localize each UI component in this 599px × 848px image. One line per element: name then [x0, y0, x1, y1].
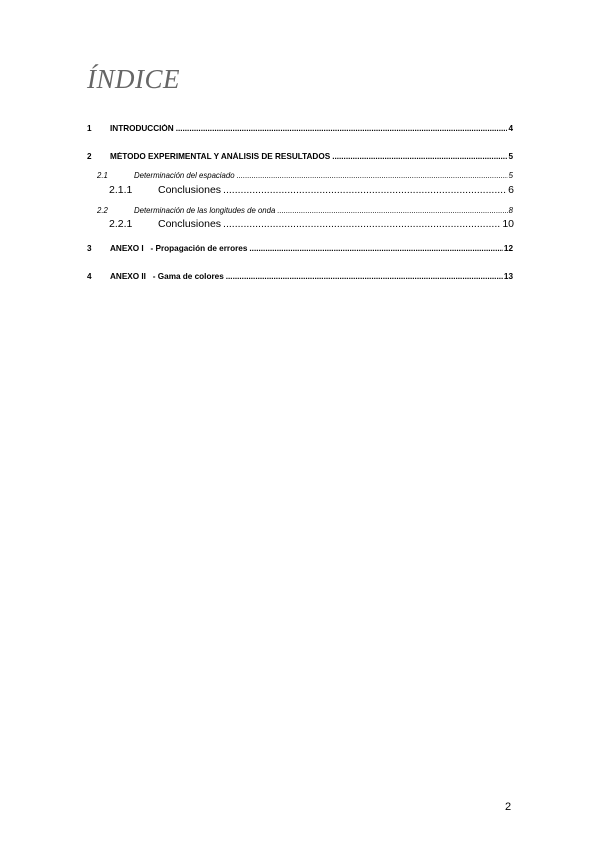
toc-dot-leader: [332, 152, 507, 161]
toc-entry-label: INTRODUCCIÓN: [110, 124, 174, 133]
toc-entry-label: Determinación del espaciado: [134, 171, 235, 180]
toc-entry-introduccion[interactable]: [87, 124, 513, 136]
toc-entry-label: Conclusiones: [158, 218, 222, 230]
toc-entry-page: 10: [502, 218, 514, 230]
toc-entry-label: ANEXO I - Propagación de errores: [110, 244, 248, 253]
toc-dot-leader: [223, 218, 501, 230]
toc-entry-label: MÉTODO EXPERIMENTAL Y ANÁLISIS DE RESULTADOS: [110, 152, 331, 161]
toc-entry-number: 2.2.1: [109, 218, 133, 230]
toc-dot-leader: [223, 184, 507, 196]
toc-dot-leader: [277, 206, 507, 215]
toc-entry-conclusiones-2-2-1[interactable]: [109, 218, 514, 232]
toc-dot-leader: [176, 124, 508, 133]
toc-entry-number: 2.2: [97, 206, 108, 215]
toc-entry-number: 1: [87, 124, 92, 133]
toc-entry-page: 4: [508, 124, 513, 133]
toc-entry-determinacion-longitudes[interactable]: [97, 206, 513, 217]
toc-entry-anexo-ii[interactable]: [87, 272, 513, 284]
toc-entry-page: 6: [508, 184, 514, 196]
toc-entry-number: 4: [87, 272, 92, 281]
toc-entry-number: 2: [87, 152, 92, 161]
toc-dot-leader: [226, 272, 503, 281]
toc-entry-page: 5: [508, 171, 513, 180]
toc-entry-label: Determinación de las longitudes de onda: [134, 206, 276, 215]
page-number: 2: [505, 801, 512, 813]
toc-entry-conclusiones-2-1-1[interactable]: [109, 184, 514, 198]
toc-entry-page: 12: [503, 244, 513, 253]
page-title: ÍNDICE: [87, 64, 180, 94]
toc-entry-page: 8: [508, 206, 513, 215]
toc-entry-page: 13: [503, 272, 513, 281]
toc-entry-number: 2.1: [97, 171, 108, 180]
toc-entry-label: Conclusiones: [158, 184, 222, 196]
toc-entry-label: ANEXO II - Gama de colores: [110, 272, 224, 281]
toc-dot-leader: [237, 171, 508, 180]
toc-entry-determinacion-espaciado[interactable]: [97, 171, 513, 182]
toc-entry-anexo-i[interactable]: [87, 244, 513, 256]
toc-dot-leader: [249, 244, 502, 253]
toc-entry-page: 5: [508, 152, 513, 161]
toc-entry-number: 3: [87, 244, 92, 253]
toc-entry-metodo-experimental[interactable]: [87, 152, 513, 164]
toc-entry-number: 2.1.1: [109, 184, 133, 196]
